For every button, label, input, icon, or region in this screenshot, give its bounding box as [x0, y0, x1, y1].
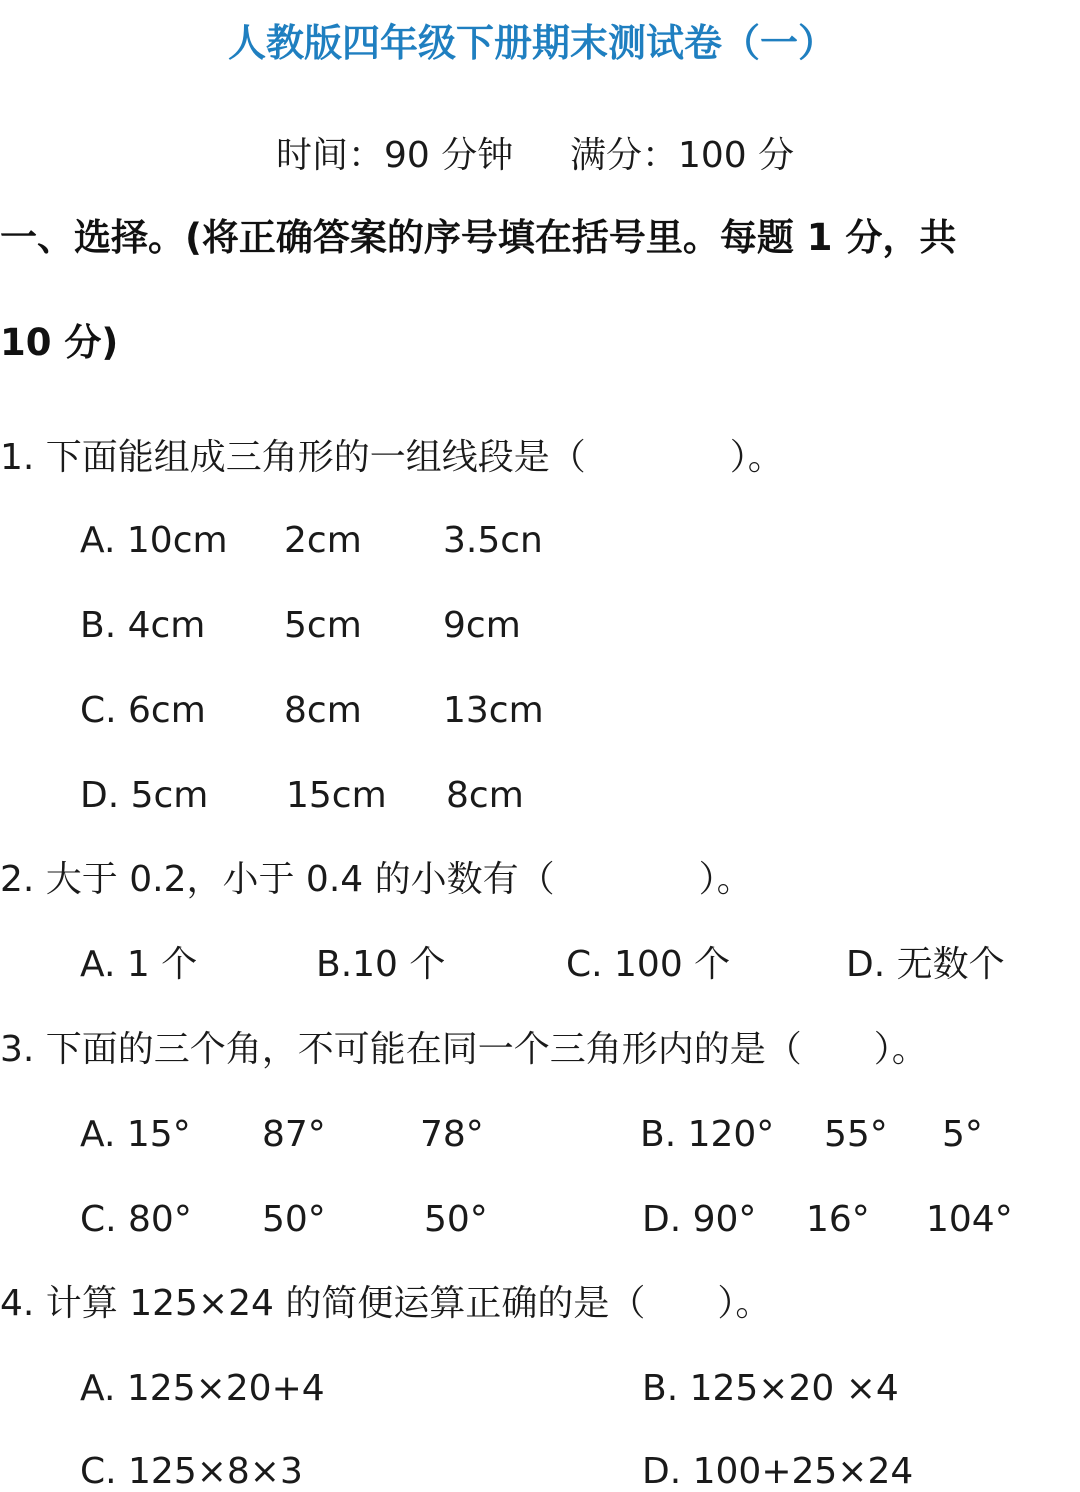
q1-option-b-value-3: 9cm [443, 605, 521, 646]
question-2-stem: 2. 大于 0.2，小于 0.4 的小数有（ ）。 [0, 859, 753, 900]
q1-option-b-value-2: 5cm [284, 605, 362, 646]
q3-option-d-label: D. 90° [642, 1199, 757, 1240]
q1-option-a-value-3: 3.5cn [443, 520, 543, 561]
section-heading-line2: 10 分) [0, 321, 119, 364]
q1-option-a-value-2: 2cm [284, 520, 362, 561]
q3-option-a-value-2: 87° [262, 1114, 326, 1155]
question-4-stem: 4. 计算 125×24 的简便运算正确的是（ ）。 [0, 1283, 772, 1324]
q3-option-c-label: C. 80° [80, 1199, 192, 1240]
q3-option-d-value-2: 16° [806, 1199, 870, 1240]
q2-option-d: D. 无数个 [846, 944, 1005, 985]
q1-option-d-value-2: 15cm [286, 775, 387, 816]
q3-option-c-value-2: 50° [262, 1199, 326, 1240]
section-heading-line1: 一、选择。(将正确答案的序号填在括号里。每题 1 分，共 [0, 216, 957, 259]
q1-option-a-label: A. 10cm [80, 520, 228, 561]
q2-option-c: C. 100 个 [566, 944, 731, 985]
q1-option-c-label: C. 6cm [80, 690, 206, 731]
q1-option-d-label: D. 5cm [80, 775, 209, 816]
q3-option-a-value-3: 78° [420, 1114, 484, 1155]
q4-option-d: D. 100+25×24 [642, 1451, 914, 1492]
q4-option-c: C. 125×8×3 [80, 1451, 303, 1492]
q1-option-d-value-3: 8cm [446, 775, 524, 816]
q4-option-a: A. 125×20+4 [80, 1368, 325, 1409]
q4-option-b: B. 125×20 ×4 [642, 1368, 899, 1409]
q2-option-b: B.10 个 [316, 944, 446, 985]
q1-option-c-value-3: 13cm [443, 690, 544, 731]
q3-option-b-value-2: 55° [824, 1114, 888, 1155]
q2-option-a: A. 1 个 [80, 944, 198, 985]
q3-option-b-value-3: 5° [942, 1114, 983, 1155]
q3-option-b-label: B. 120° [640, 1114, 775, 1155]
q3-option-c-value-3: 50° [424, 1199, 488, 1240]
question-1-stem: 1. 下面能组成三角形的一组线段是（ ）。 [0, 437, 784, 478]
q3-option-d-value-3: 104° [926, 1199, 1013, 1240]
q1-option-c-value-2: 8cm [284, 690, 362, 731]
q3-option-a-label: A. 15° [80, 1114, 191, 1155]
exam-time: 时间：90 分钟 [276, 135, 514, 176]
question-3-stem: 3. 下面的三个角，不可能在同一个三角形内的是（ ）。 [0, 1029, 928, 1070]
q1-option-b-label: B. 4cm [80, 605, 206, 646]
exam-title: 人教版四年级下册期末测试卷（一） [227, 21, 836, 65]
exam-full-score: 满分：100 分 [570, 135, 795, 176]
